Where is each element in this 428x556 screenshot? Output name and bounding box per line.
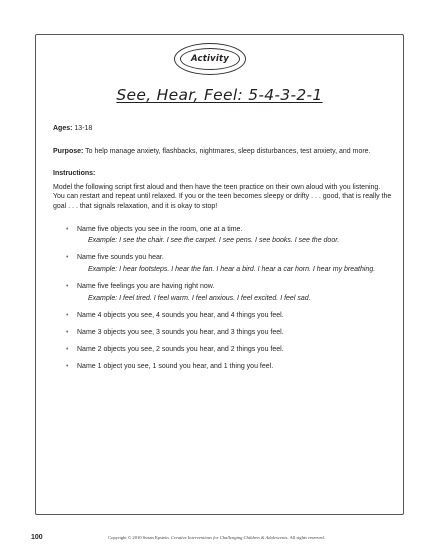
item-example: Example: I feel tired. I feel warm. I feel anxious. I feel excited. I feel sad.: [88, 294, 311, 302]
activity-badge-label: Activity: [180, 48, 240, 70]
copyright-prefix: Copyright © 2010 Susan Epstein.: [108, 535, 171, 540]
purpose-text: To help manage anxiety, flashbacks, nightmares, sleep disturbances, test anxiety, and more.: [85, 147, 371, 155]
list-item: [66, 328, 393, 338]
list-item: [66, 225, 393, 246]
item-example: Example: I see the chair. I see the carpet. I see pens. I see books. I see the door.: [88, 237, 340, 245]
item-text: • Name five objects you see in the room, one at a time.: [77, 225, 243, 233]
item-text: • Name 3 objects you see, 3 sounds you hear, and 3 things you feel.: [77, 328, 284, 336]
list-item: [66, 282, 393, 303]
activity-content: [53, 124, 393, 379]
ages-value: 13-18: [74, 125, 93, 132]
ages-label: Ages:: [53, 125, 73, 132]
item-text: • Name 2 objects you see, 2 sounds you hear, and 2 things you feel.: [77, 345, 284, 353]
ages-line: [53, 124, 393, 134]
purpose-label: Purpose:: [53, 147, 84, 155]
copyright-book-title: Creative Interventions for Challenging Children & Adolescents: [170, 535, 288, 540]
item-text: • Name 4 objects you see, 4 sounds you hear, and 4 things you feel.: [77, 311, 284, 319]
copyright-suffix: . All rights reserved.: [287, 535, 325, 540]
list-item: [66, 311, 393, 321]
script-list: [53, 225, 393, 372]
page-number: 100: [31, 534, 43, 541]
activity-badge: [174, 43, 246, 75]
item-text: • Name five feelings you are having right now.: [77, 282, 215, 290]
instructions-heading: Instructions:: [53, 170, 96, 178]
page-title: See, Hear, Feel: 5-4-3-2-1: [116, 86, 323, 104]
instructions-text: Model the following script first aloud and then have the teen practice on their own aloud with you listening. You can restart and repeat until relaxed. If you or the teen becomes sleepy or drifty . . . good, that is really the goal . . . that signals relaxation, and it is okay to stop!: [53, 183, 392, 210]
item-text: • Name 1 object you see, 1 sound you hear, and 1 thing you feel.: [77, 362, 274, 370]
list-item: [66, 253, 393, 274]
list-item: [66, 362, 393, 372]
item-example: Example: I hear footsteps. I hear the fan. I hear a bird. I hear a car horn. I hear my breathing.: [88, 265, 376, 273]
purpose-paragraph: [53, 147, 393, 157]
copyright-notice: [108, 535, 325, 540]
list-item: [66, 345, 393, 355]
item-text: • Name five sounds you hear.: [77, 254, 164, 262]
